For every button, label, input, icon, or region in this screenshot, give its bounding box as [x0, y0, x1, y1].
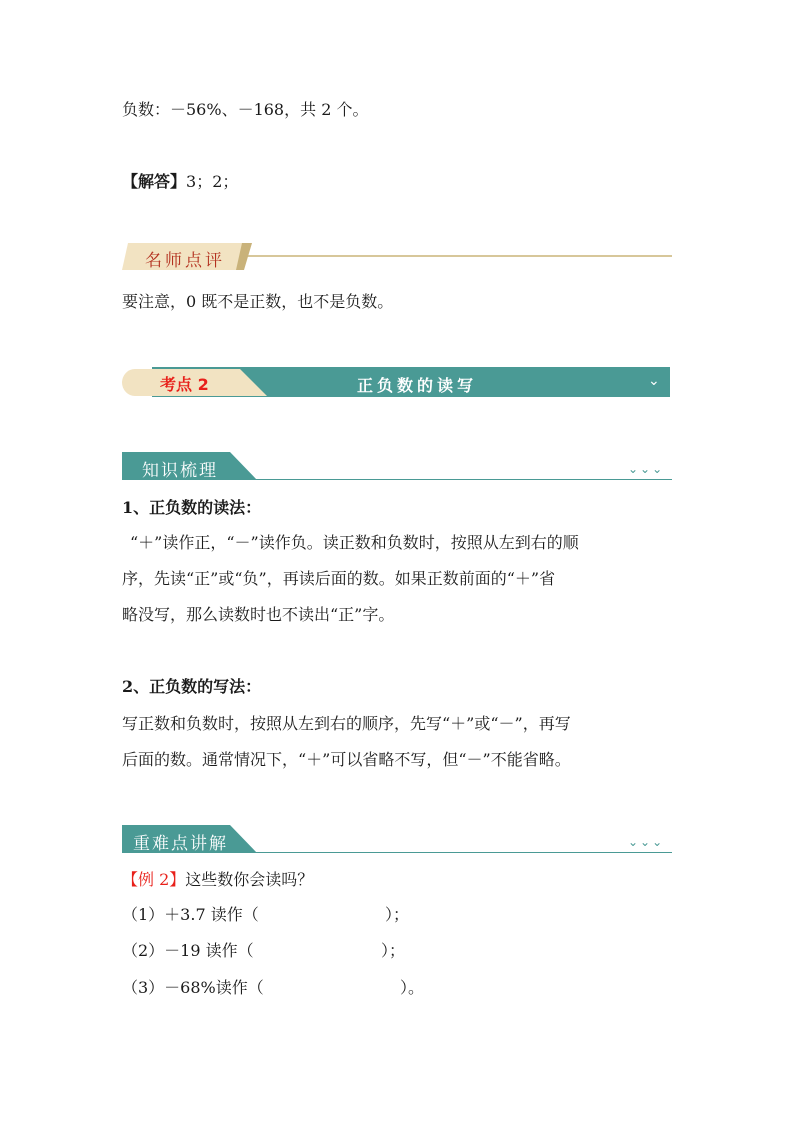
knowledge-label: 知识梳理	[142, 461, 218, 481]
question-3-close: ）。	[400, 978, 425, 997]
kaodian-label: 考点 2	[160, 375, 209, 394]
reading-para-line: 略没写，那么读数时也不读出“正”字。	[122, 605, 395, 624]
question-2-close: ）；	[381, 941, 406, 960]
question-1: （1）＋3.7 读作（	[122, 905, 259, 924]
answer-value: 3；2；	[186, 172, 239, 191]
writing-para-line: 写正数和负数时，按照从左到右的顺序，先写“＋”或“－”，再写	[122, 714, 571, 733]
teacher-comment-text: 要注意，0 既不是正数，也不是负数。	[122, 292, 394, 311]
reading-heading: 1、正负数的读法：	[122, 498, 262, 517]
question-1-close: ）；	[385, 905, 410, 924]
writing-heading: 2、正负数的写法：	[122, 677, 262, 696]
reading-para-line: “＋”读作正，“－”读作负。读正数和负数时，按照从左到右的顺	[130, 533, 579, 552]
answer-line	[122, 172, 238, 192]
example-question: 这些数你会读吗？	[185, 870, 314, 889]
teacher-comment-underline	[240, 255, 672, 257]
teacher-comment-label: 名师点评	[145, 251, 225, 271]
chevron-down-icon: ⌄⌄⌄	[628, 462, 665, 476]
chevron-down-icon: ⌄	[648, 373, 660, 389]
key-points-label: 重难点讲解	[133, 834, 228, 854]
reading-para-line: 序，先读“正”或“负”，再读后面的数。如果正数前面的“＋”省	[122, 569, 556, 588]
question-3: （3）－68%读作（	[122, 978, 264, 997]
example-line	[122, 870, 313, 890]
chevron-down-icon: ⌄⌄⌄	[628, 835, 665, 849]
kaodian-title: 正负数的读写	[357, 376, 478, 395]
writing-para-line: 后面的数。通常情况下，“＋”可以省略不写，但“－”不能省略。	[122, 750, 571, 769]
answer-label: 【解答】	[122, 172, 187, 191]
example-label: 【例 2】	[122, 870, 186, 889]
negatives-line: 负数：－56%、－168，共 2 个。	[122, 100, 369, 119]
question-2: （2）－19 读作（	[122, 941, 254, 960]
